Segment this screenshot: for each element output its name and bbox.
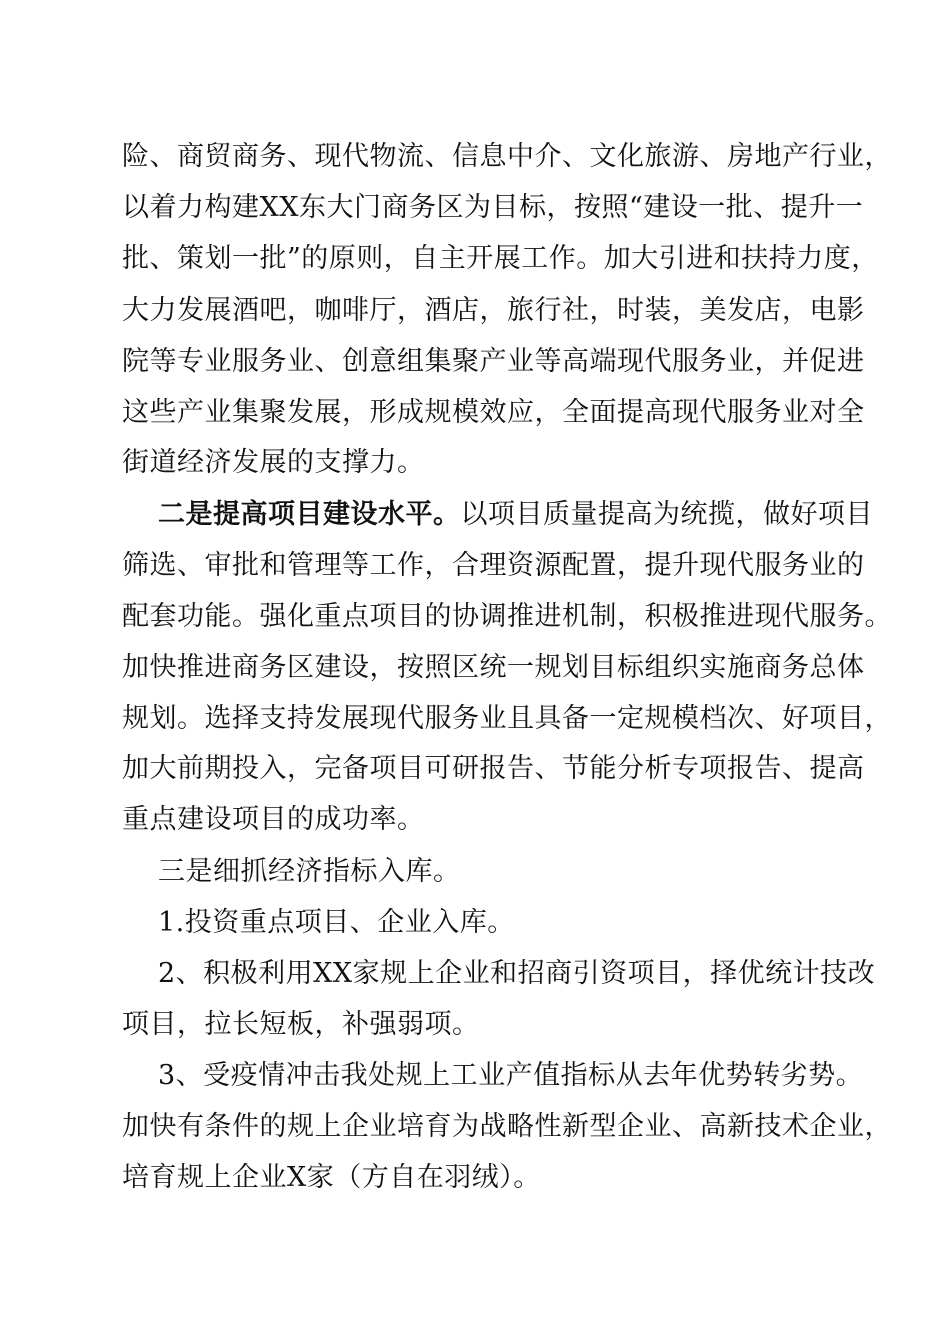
list-item-3-line-1: 3、受疫情冲击我处规上工业产值指标从去年优势转劣势。 [158, 1060, 864, 1091]
paragraph-2-line-3: 配套功能。强化重点项目的协调推进机制，积极推进现代服务。 [122, 601, 892, 632]
paragraph-1-line-1: 险、商贸商务、现代物流、信息中介、文化旅游、房地产行业， [122, 141, 892, 172]
paragraph-1-line-6: 这些产业集聚发展，形成规模效应，全面提高现代服务业对全 [122, 397, 865, 428]
paragraph-3-heading: 三是细抓经济指标入库。 [158, 856, 461, 887]
list-item-3-line-2: 加快有条件的规上企业培育为战略性新型企业、高新技术企业， [122, 1111, 892, 1142]
paragraph-1-line-3: 批、策划一批”的原则，自主开展工作。加大引进和扶持力度， [122, 243, 879, 274]
list-item-2-line-2: 项目，拉长短板，补强弱项。 [122, 1009, 480, 1040]
paragraph-2-line-1-text: 以项目质量提高为统揽，做好项目 [460, 499, 873, 530]
paragraph-1-line-4: 大力发展酒吧，咖啡厅，酒店，旅行社，时装，美发店，电影 [122, 295, 865, 326]
paragraph-2-line-4: 加快推进商务区建设，按照区统一规划目标组织实施商务总体 [122, 652, 865, 683]
paragraph-2-line-2: 筛选、审批和管理等工作，合理资源配置，提升现代服务业的 [122, 550, 865, 581]
heading-two: 二是提高项目建设水平。 [158, 499, 461, 530]
list-item-3-line-3: 培育规上企业X家（方自在羽绒）。 [122, 1162, 541, 1193]
paragraph-2-line-6: 加大前期投入，完备项目可研报告、节能分析专项报告、提高 [122, 753, 865, 784]
paragraph-2-line-1 [0, 493, 950, 537]
paragraph-2-line-7: 重点建设项目的成功率。 [122, 804, 425, 835]
paragraph-1-line-7: 街道经济发展的支撑力。 [122, 447, 425, 478]
paragraph-1-line-5: 院等专业服务业、创意组集聚产业等高端现代服务业，并促进 [122, 346, 865, 377]
list-item-1: 1.投资重点项目、企业入库。 [158, 907, 515, 938]
list-item-2-line-1: 2、积极利用XX家规上企业和招商引资项目，择优统计技改 [158, 958, 876, 989]
paragraph-1-line-2: 以着力构建XX东大门商务区为目标，按照“建设一批、提升一 [122, 192, 864, 223]
paragraph-2-line-5: 规划。选择支持发展现代服务业且具备一定规模档次、好项目， [122, 703, 892, 734]
